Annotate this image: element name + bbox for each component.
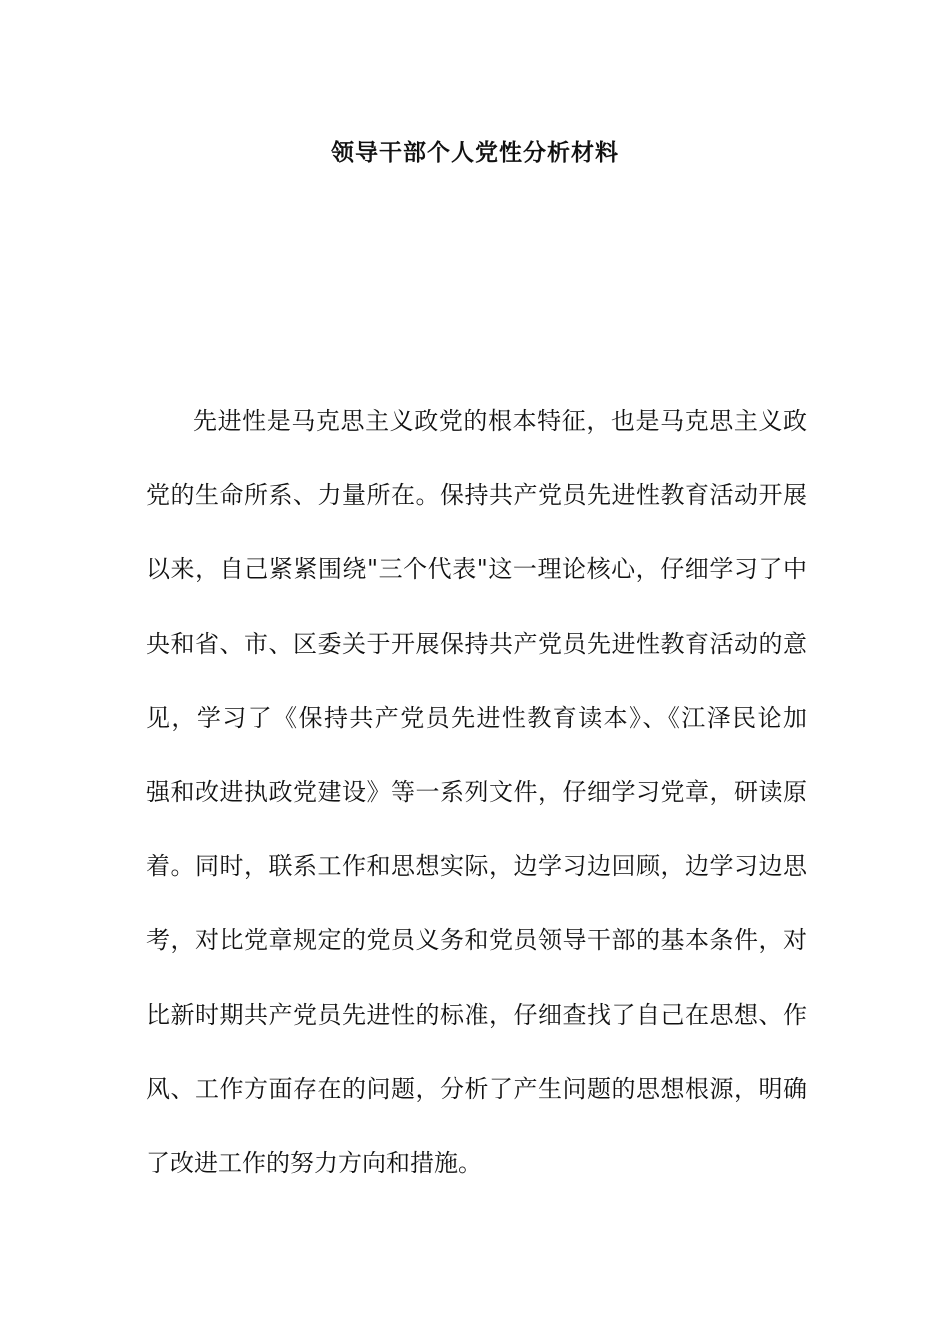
- paragraph-line: 强和改进执政党建设》等一系列文件，仔细学习党章，研读原: [146, 777, 807, 806]
- paragraph-line: 先进性是马克思主义政党的根本特征，也是马克思主义政: [193, 407, 807, 435]
- paragraph-line: 党的生命所系、力量所在。保持共产党员先进性教育活动开展: [146, 481, 807, 510]
- paragraph-line: 央和省、市、区委关于开展保持共产党员先进性教育活动的意: [146, 629, 807, 658]
- paragraph-line: 比新时期共产党员先进性的标准，仔细查找了自己在思想、作: [146, 1000, 807, 1029]
- paragraph-line: 了改进工作的努力方向和措施。: [146, 1148, 482, 1177]
- body-paragraph: [146, 401, 807, 1217]
- paragraph-line: 见，学习了《保持共产党员先进性教育读本》、《江泽民论加: [146, 703, 807, 732]
- paragraph-line: 以来，自己紧紧围绕"三个代表"这一理论核心，仔细学习了中: [146, 555, 807, 584]
- paragraph-line: 风、工作方面存在的问题，分析了产生问题的思想根源，明确: [146, 1074, 807, 1103]
- document-title: 领导干部个人党性分析材料: [331, 139, 619, 166]
- paragraph-line: 考，对比党章规定的党员义务和党员领导干部的基本条件，对: [146, 926, 807, 955]
- paragraph-line: 着。同时，联系工作和思想实际，边学习边回顾，边学习边思: [146, 852, 807, 881]
